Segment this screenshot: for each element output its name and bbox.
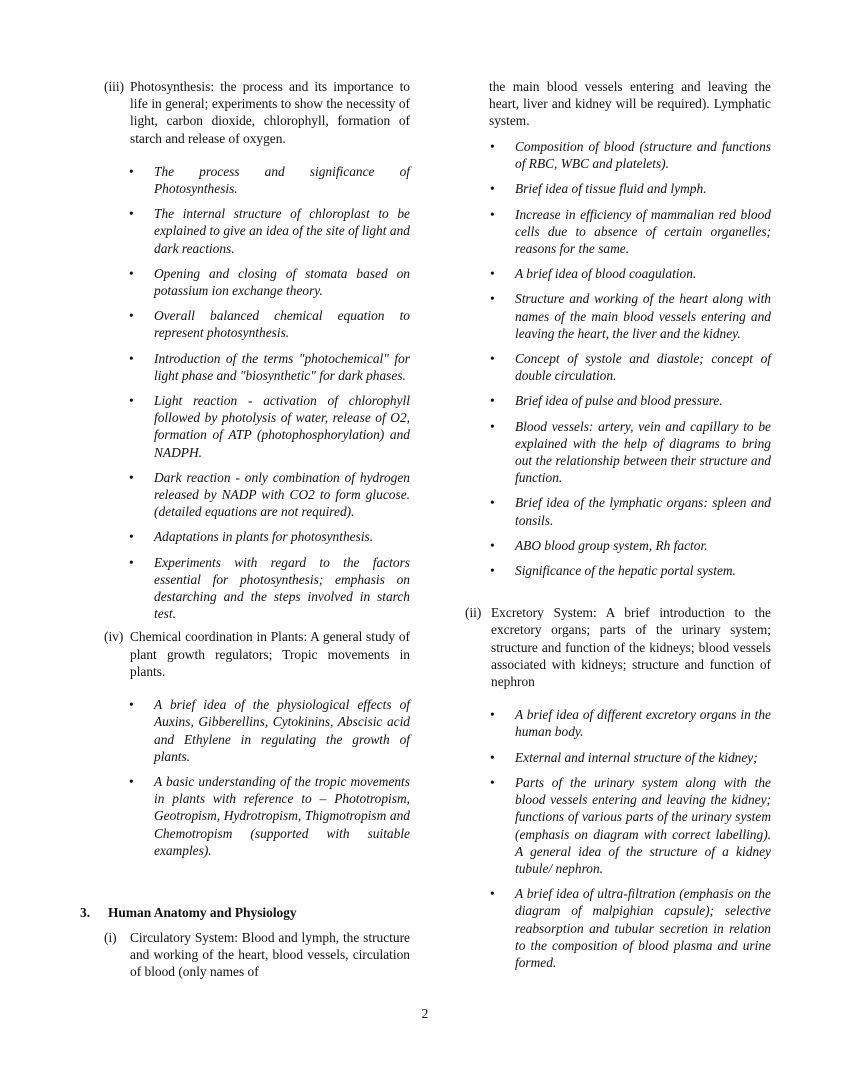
bullet-item: • Experiments with regard to the factors essential for photosynthesis; emphasis on destarching and the steps involved in starch test.	[104, 554, 410, 623]
item-text: Photosynthesis: the process and its importance to life in general; experiments to show the necessity of light, carbon dioxide, chlorophyll, formation of starch and release of oxygen.	[130, 79, 410, 146]
item-number: (iv)	[104, 629, 124, 645]
bullet-item: • Light reaction - activation of chlorophyll followed by photolysis of water, release of O2, formation of ATP (photophosphorylation) and NADPH.	[104, 392, 410, 461]
right-column-top	[489, 78, 771, 130]
chemical-coordination-item	[104, 628, 410, 680]
bullet-item: • Increase in efficiency of mammalian red blood cells due to absence of certain organelles; reasons for the same.	[465, 206, 771, 258]
page-number: 2	[421, 1006, 429, 1021]
bullet-item: • A brief idea of different excretory organs in the human body.	[465, 706, 771, 740]
bullet-item: • Adaptations in plants for photosynthesis.	[104, 528, 410, 545]
bullet-item: • Composition of blood (structure and functions of RBC, WBC and platelets).	[465, 138, 771, 172]
bullet-item: • The internal structure of chloroplast to be explained to give an idea of the site of light and dark reactions.	[104, 205, 410, 257]
item-text: Chemical coordination in Plants: A general study of plant growth regulators; Tropic movements in plants.	[130, 629, 410, 679]
bullet-item: • Concept of systole and diastole; concept of double circulation.	[465, 350, 771, 384]
bullet-item: • Overall balanced chemical equation to represent photosynthesis.	[104, 307, 410, 341]
bullet-item: • A brief idea of blood coagulation.	[465, 265, 771, 282]
item-number: (ii)	[465, 605, 482, 621]
right-column	[465, 130, 771, 971]
excretory-item	[465, 604, 771, 690]
bullet-item: • External and internal structure of the kidney;	[465, 749, 771, 766]
bullet-item: • Structure and working of the heart along with names of the main blood vessels entering and leaving the heart, the liver and the kidney.	[465, 290, 771, 342]
bullet-item: • Opening and closing of stomata based on potassium ion exchange theory.	[104, 265, 410, 299]
circulatory-continued: the main blood vessels entering and leaving the heart, liver and kidney will be required). Lymphatic system.	[489, 79, 771, 129]
bullet-item: • A brief idea of the physiological effects of Auxins, Gibberellins, Cytokinins, Abscisic acid and Ethylene in regulating the growth of plants.	[104, 696, 410, 765]
bullet-item: • Brief idea of tissue fluid and lymph.	[465, 180, 771, 197]
bullet-item: • Blood vessels: artery, vein and capillary to be explained with the help of diagrams to bring out the relationship between their structure and function.	[465, 418, 771, 487]
circulatory-item	[104, 929, 410, 981]
bullet-item: • A basic understanding of the tropic movements in plants with reference to – Phototropism, Geotropism, Hydrotropism, Thigmotropism and Chemotropism (supported with suitable examples).	[104, 773, 410, 859]
item-text: Circulatory System: Blood and lymph, the structure and working of the heart, blood vessels, circulation of blood (only names of	[130, 930, 410, 980]
item-number: (i)	[104, 930, 117, 945]
section-number: 3.	[80, 905, 91, 920]
bullet-item: • Introduction of the terms "photochemical" for light phase and "biosynthetic" for dark phases.	[104, 350, 410, 384]
circulatory-block	[104, 929, 410, 981]
bullet-item: • Dark reaction - only combination of hydrogen released by NADP with CO2 to form glucose. (detailed equations are not required).	[104, 469, 410, 521]
item-number: (iii)	[104, 79, 125, 94]
left-column	[104, 78, 410, 859]
bullet-item: • The process and significance of Photosynthesis.	[104, 163, 410, 197]
bullet-item: • Brief idea of pulse and blood pressure.	[465, 392, 771, 409]
section-heading	[80, 905, 297, 921]
section-title: Human Anatomy and Physiology	[108, 905, 297, 920]
item-text: Excretory System: A brief introduction to the excretory organs; parts of the urinary system; structure and function of the kidneys; blood vessels associated with kidneys; structure and function of nephron	[491, 605, 771, 690]
bullet-item: • Brief idea of the lymphatic organs: spleen and tonsils.	[465, 494, 771, 528]
bullet-item: • A brief idea of ultra-filtration (emphasis on the diagram of malpighian capsule); selective reabsorption and tubular secretion in relation to the composition of blood plasma and urine formed.	[465, 885, 771, 971]
bullet-item: • ABO blood group system, Rh factor.	[465, 537, 771, 554]
photosynthesis-item	[104, 78, 410, 147]
bullet-item: • Parts of the urinary system along with the blood vessels entering and leaving the kidney; functions of various parts of the urinary system (emphasis on diagram with correct labelling). A general idea of the structure of a kidney tubule/ nephron.	[465, 774, 771, 877]
bullet-item: • Significance of the hepatic portal system.	[465, 562, 771, 579]
